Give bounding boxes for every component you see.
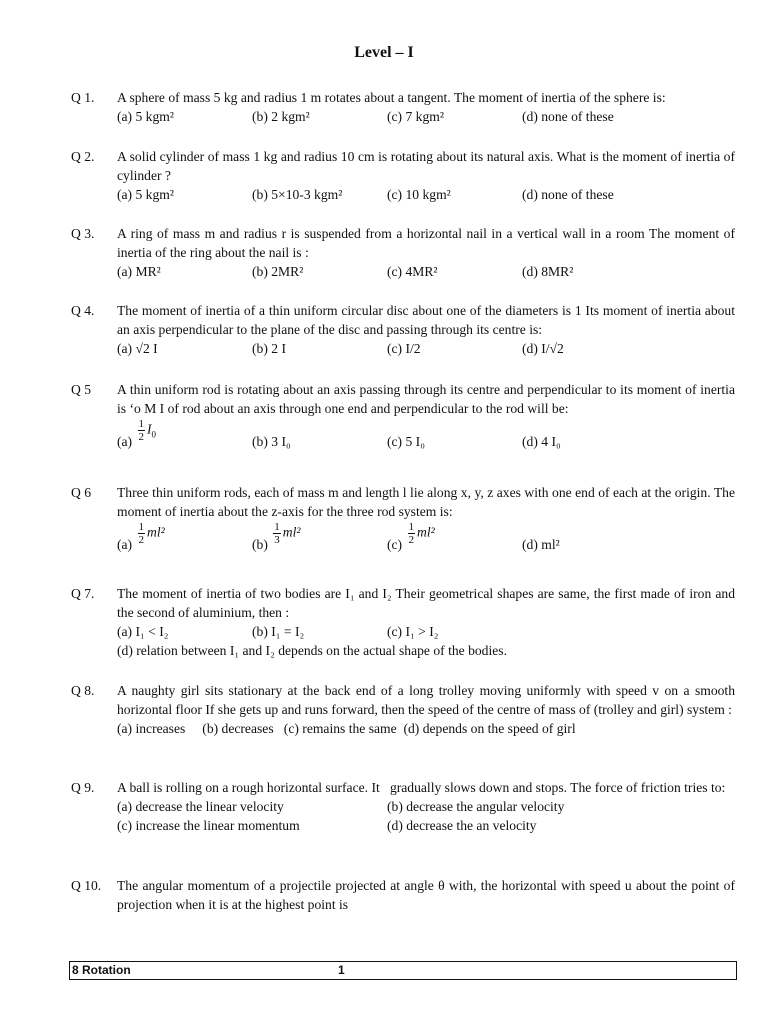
option-a: (a) MR² xyxy=(117,264,161,279)
option-c: (c) 4MR² xyxy=(387,264,438,279)
option-b: (b) decrease the angular velocity xyxy=(387,799,565,814)
option-b: (b) 2 kgm² xyxy=(252,109,310,124)
fraction-subscript: 0 xyxy=(151,429,157,440)
option-b-label: (b) xyxy=(252,536,268,552)
option-c xyxy=(387,521,435,552)
question-text: A naughty girl sits stationary at the back end of a long trolley moving uniformly with speed v on a smooth horizontal floor If she gets up and runs forward, then the speed of the centre of mass of (trolley and girl) system : xyxy=(117,683,735,717)
option-c: (c) increase the linear momentum xyxy=(117,818,300,833)
question-number: Q 5 xyxy=(71,382,92,397)
fraction-denominator: 2 xyxy=(138,431,144,443)
question-8 xyxy=(71,681,735,738)
option-c: (c) I₁ > I₂ xyxy=(387,624,439,639)
fraction-numerator: 1 xyxy=(138,521,144,533)
option-a: (a) I₁ < I₂ xyxy=(117,624,169,639)
option-d: (d) relation between I₁ and I₂ depends on the actual shape of the bodies. xyxy=(117,643,507,658)
fraction-denominator: 3 xyxy=(274,534,280,546)
question-text: A thin uniform rod is rotating about an axis passing through its centre and perpendicular to its moment of inertia is ‘o M I of rod about an axis through one end and perpendicular to the rod will be: xyxy=(117,382,735,416)
option-a: (a) decrease the linear velocity xyxy=(117,799,284,814)
option-b: (b) 2 I xyxy=(252,341,286,356)
fraction-denominator: 2 xyxy=(138,534,144,546)
question-text: Three thin uniform rods, each of mass m and length l lie along x, y, z axes with one end of each at the origin. The moment of inertia about the z-axis for the three rod system is: xyxy=(117,485,735,519)
question-2 xyxy=(71,147,735,204)
question-number: Q 6 xyxy=(71,485,92,500)
fraction-term: I xyxy=(147,421,152,437)
question-6 xyxy=(71,483,735,557)
question-1 xyxy=(71,88,735,126)
question-number: Q 4. xyxy=(71,303,95,318)
option-a-label: (a) xyxy=(117,536,133,552)
question-text: The angular momentum of a projectile projected at angle θ with, the horizontal with speed u about the point of projection when it is at the highest point is xyxy=(117,878,735,912)
footer-page-number: 1 xyxy=(338,963,345,977)
question-text: A sphere of mass 5 kg and radius 1 m rotates about a tangent. The moment of inertia of the sphere is: xyxy=(117,90,666,105)
fraction xyxy=(408,521,416,546)
question-number: Q 1. xyxy=(71,90,95,105)
question-number: Q 3. xyxy=(71,226,95,241)
fraction-numerator: 1 xyxy=(408,521,414,533)
page-footer xyxy=(69,961,737,980)
option-d: (d) I/√2 xyxy=(522,341,564,356)
question-10 xyxy=(71,876,735,914)
option-d: (d) none of these xyxy=(522,109,614,124)
fraction xyxy=(273,521,281,546)
option-c: (c) 7 kgm² xyxy=(387,109,444,124)
option-c-label: (c) xyxy=(387,536,403,552)
question-4 xyxy=(71,301,735,358)
question-number: Q 9. xyxy=(71,780,95,795)
fraction-term: ml² xyxy=(282,524,301,540)
fraction xyxy=(138,521,146,546)
footer-chapter: 8 Rotation xyxy=(72,963,131,977)
page-title: Level – I xyxy=(354,44,414,61)
option-b: (b) 2MR² xyxy=(252,264,304,279)
question-5 xyxy=(71,380,735,454)
option-d: (d) 8MR² xyxy=(522,264,574,279)
fraction-numerator: 1 xyxy=(138,418,144,430)
option-d: (d) 4 I₀ xyxy=(522,434,561,449)
fraction xyxy=(138,418,146,443)
option-d: (d) none of these xyxy=(522,187,614,202)
option-c: (c) 10 kgm² xyxy=(387,187,451,202)
fraction-term: ml² xyxy=(417,524,435,540)
option-b: (b) 3 I₀ xyxy=(252,434,291,449)
question-7 xyxy=(71,584,735,660)
question-text: A ball is rolling on a rough horizontal surface. It gradually slows down and stops. The force of friction tries to: xyxy=(117,780,726,795)
option-b: (b) 5×10-3 kgm² xyxy=(252,187,343,202)
option-a: (a) 5 kgm² xyxy=(117,187,174,202)
question-number: Q 10. xyxy=(71,878,102,893)
question-number: Q 2. xyxy=(71,149,95,164)
option-a-label: (a) xyxy=(117,433,133,449)
option-a xyxy=(117,418,157,449)
option-b xyxy=(252,521,301,552)
fraction-denominator: 2 xyxy=(408,534,414,546)
question-number: Q 8. xyxy=(71,683,95,698)
question-text: A solid cylinder of mass 1 kg and radius 10 cm is rotating about its natural axis. What is the moment of inertia of cylinder ? xyxy=(117,149,735,183)
question-text: A ring of mass m and radius r is suspended from a horizontal nail in a vertical wall in a room The moment of inertia of the ring about the nail is : xyxy=(117,226,735,260)
option-c: (c) I/2 xyxy=(387,341,421,356)
question-text: The moment of inertia of a thin uniform circular disc about one of the diameters is 1 Its moment of inertia about an axis perpendicular to the plane of the disc and passing through its centre is: xyxy=(117,303,735,337)
option-c: (c) 5 I₀ xyxy=(387,434,425,449)
option-a xyxy=(117,521,165,552)
question-text: The moment of inertia of two bodies are I₁ and I₂ Their geometrical shapes are same, the first made of iron and the second of aluminium, then : xyxy=(117,586,735,620)
option-b: (b) I₁ = I₂ xyxy=(252,624,305,639)
question-number: Q 7. xyxy=(71,586,95,601)
question-3 xyxy=(71,224,735,281)
options-line: (a) increases (b) decreases (c) remains the same (d) depends on the speed of girl xyxy=(117,721,576,736)
option-a: (a) √2 I xyxy=(117,341,158,356)
question-9 xyxy=(71,778,735,835)
option-a: (a) 5 kgm² xyxy=(117,109,174,124)
fraction-term: ml² xyxy=(147,524,165,540)
fraction-numerator: 1 xyxy=(274,521,280,533)
option-d: (d) ml² xyxy=(522,537,560,552)
option-d: (d) decrease the an velocity xyxy=(387,818,537,833)
